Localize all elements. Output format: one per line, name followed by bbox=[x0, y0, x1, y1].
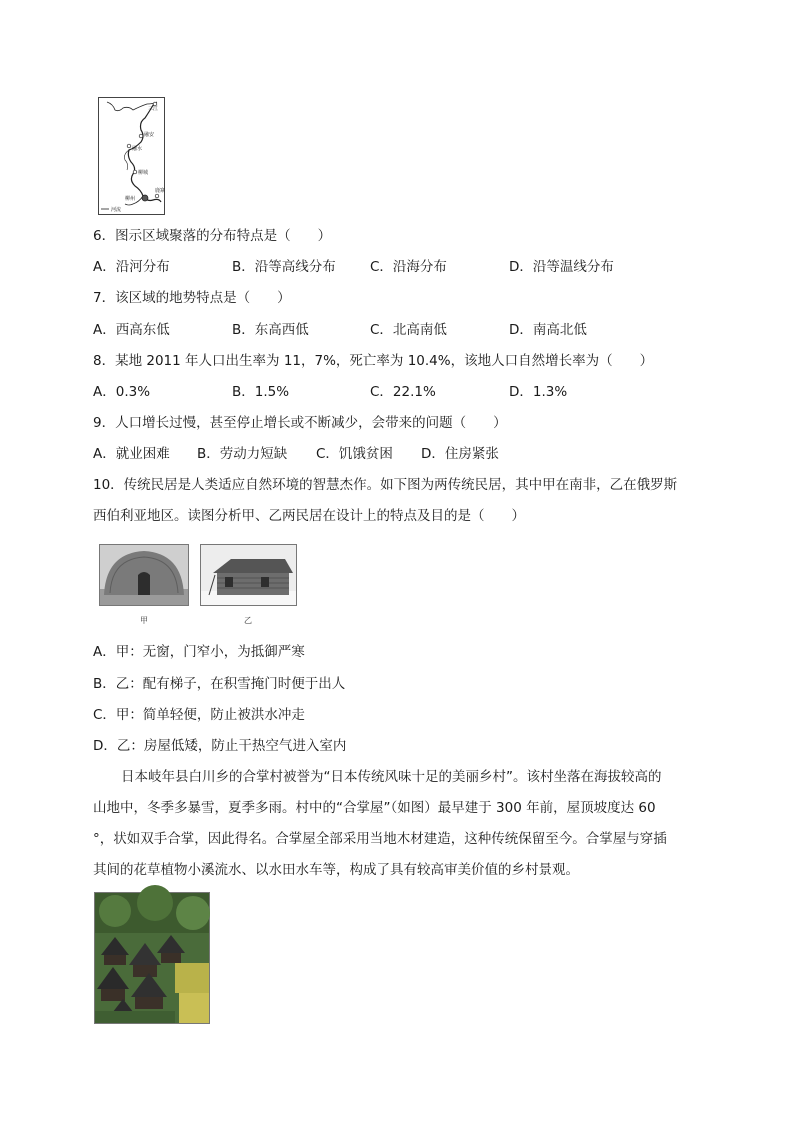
caption-yi: 乙 bbox=[244, 616, 252, 625]
passage-line-1: 日本岐年县白川乡的合掌村被誉为“日本传统风味十足的美丽乡村”。该村坐落在海拔较高的 bbox=[121, 769, 662, 785]
q10-stem-line2: 西伯利亚地区。读图分析甲、乙两民居在设计上的特点及目的是（ ） bbox=[93, 508, 525, 524]
q6-option-b: B．沿等高线分布 bbox=[232, 259, 336, 275]
photo-yi-cabin bbox=[200, 544, 297, 606]
q8-option-c: C．22.1% bbox=[370, 384, 436, 400]
map-label-liucheng: 柳城 bbox=[138, 170, 149, 176]
q10-stem-line1: 10．传统民居是人类适应自然环境的智慧杰作。如下图为两传统民居，其中甲在南非，乙在俄罗斯 bbox=[93, 477, 678, 493]
q6-stem: 6．图示区域聚落的分布特点是（ ） bbox=[93, 228, 332, 244]
q10-option-c: C．甲：简单轻便，防止被洪水冲走 bbox=[93, 707, 305, 723]
q9-option-c: C．饥饿贫困 bbox=[316, 446, 393, 462]
q9-stem: 9．人口增长过慢，甚至停止增长或不断减少，会带来的问题（ ） bbox=[93, 415, 507, 431]
q6-option-a: A．沿河分布 bbox=[93, 259, 170, 275]
q7-stem: 7．该区域的地势特点是（ ） bbox=[93, 290, 291, 306]
q7-option-b: B．东高西低 bbox=[232, 322, 309, 338]
q10-option-b: B．乙：配有梯子，在积雪掩门时便于出人 bbox=[93, 676, 346, 692]
q9-option-a: A．就业困难 bbox=[93, 446, 170, 462]
photo-jia-hut bbox=[99, 544, 189, 606]
q9-option-d: D．住房紧张 bbox=[421, 446, 499, 462]
q7-option-c: C．北高南低 bbox=[370, 322, 447, 338]
q7-option-d: D．南高北低 bbox=[509, 322, 587, 338]
q7-option-a: A．西高东低 bbox=[93, 322, 170, 338]
passage-line-4: 其间的花草植物小溪流水、以水田水车等，构成了具有较高审美价值的乡村景观。 bbox=[93, 862, 579, 878]
q8-option-a: A．0.3% bbox=[93, 384, 151, 400]
q9-option-b: B．劳动力短缺 bbox=[197, 446, 288, 462]
map-label-sanjiang: 三江 bbox=[148, 106, 159, 112]
q10-option-a: A．甲：无窗，门窄小，为抵御严寒 bbox=[93, 644, 305, 660]
river-map bbox=[98, 97, 165, 215]
photo-gassho-village bbox=[94, 892, 210, 1024]
q8-stem: 8．某地 2011 年人口出生率为 11，7%，死亡率为 10.4%，该地人口自然增长率为（ ） bbox=[93, 353, 654, 369]
map-legend-river: 河流 bbox=[111, 207, 122, 213]
caption-jia: 甲 bbox=[140, 616, 148, 625]
q10-option-d: D．乙：房屋低矮，防止干热空气进入室内 bbox=[93, 738, 347, 754]
q8-option-b: B．1.5% bbox=[232, 384, 290, 400]
map-label-luzhai: 鹿寨 bbox=[155, 188, 166, 194]
q6-option-c: C．沿海分布 bbox=[370, 259, 447, 275]
passage-line-2: 山地中，冬季多暴雪，夏季多雨。村中的“合掌屋”（如图）最早建于 300 年前，屋顶坡度达 60 bbox=[93, 800, 656, 816]
map-label-rongshui: 融水 bbox=[132, 146, 143, 152]
passage-line-3: °，状如双手合掌，因此得名。合掌屋全部采用当地木材建造，这种传统保留至今。合掌屋与穿插 bbox=[93, 831, 667, 847]
map-label-rongan: 融安 bbox=[144, 132, 155, 138]
river-map-drawing bbox=[99, 98, 164, 214]
map-label-liuzhou: 柳州 bbox=[125, 196, 136, 202]
q8-option-d: D．1.3% bbox=[509, 384, 568, 400]
q6-option-d: D．沿等温线分布 bbox=[509, 259, 614, 275]
